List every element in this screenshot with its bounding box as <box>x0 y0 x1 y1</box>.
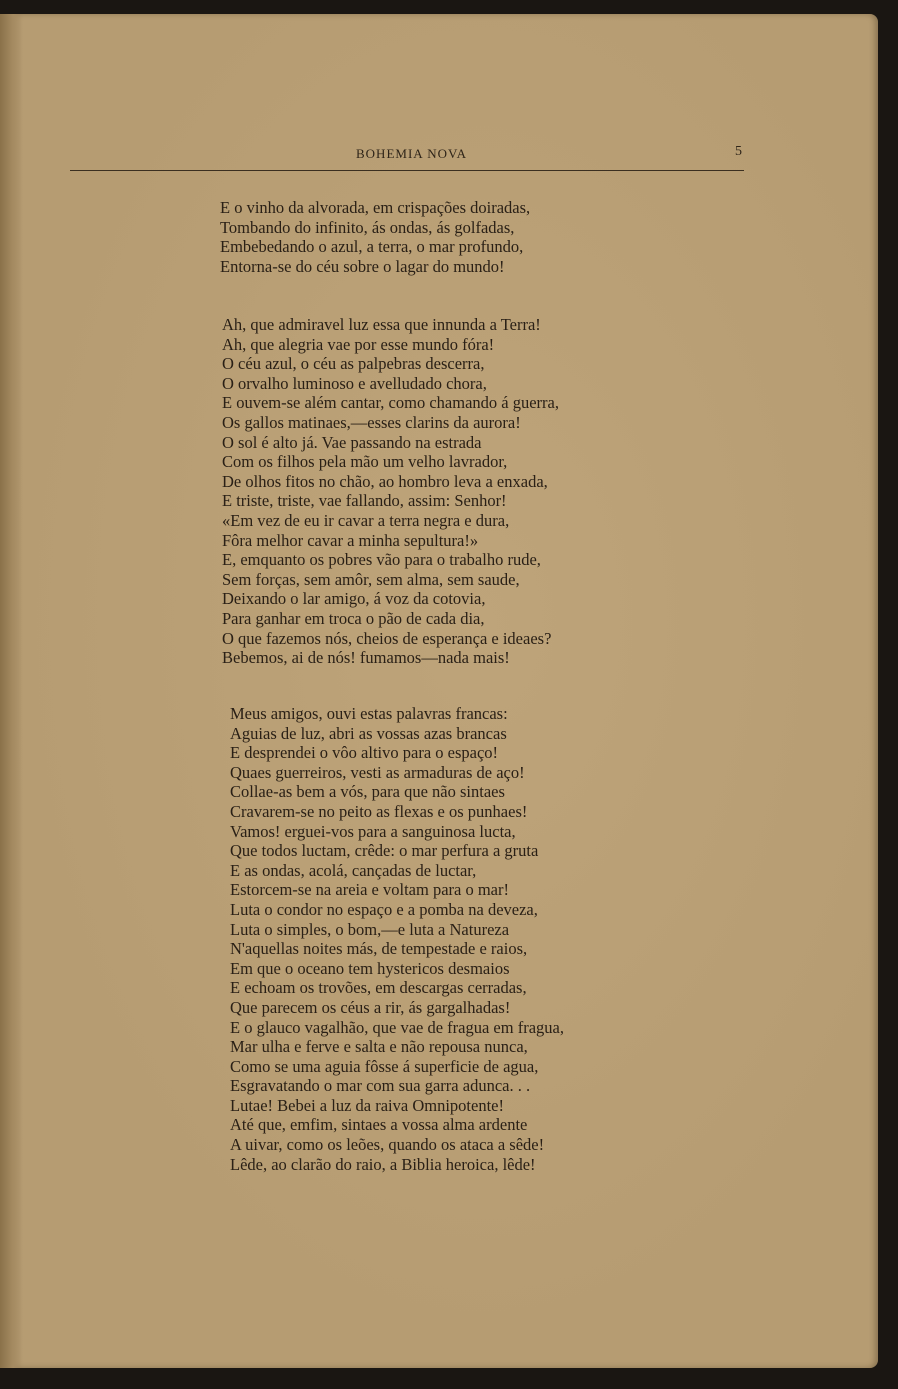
verse-line: Que todos luctam, crêde: o mar perfura a gruta <box>230 841 539 861</box>
verse-line: Aguias de luz, abri as vossas azas brancas <box>230 723 507 743</box>
verse-line: O sol é alto já. Vae passando na estrada <box>222 432 482 452</box>
verse-line: Estorcem-se na areia e voltam para o mar! <box>230 880 509 900</box>
verse-line: E o glauco vagalhão, que vae de fragua em fragua, <box>230 1017 564 1037</box>
verse-line: O céu azul, o céu as palpebras descerra, <box>222 354 485 374</box>
verse-line: Tombando do infinito, ás ondas, ás golfadas, <box>220 217 515 237</box>
verse-line: Ah, que admiravel luz essa que innunda a Terra! <box>222 315 541 334</box>
verse-line: Lêde, ao clarão do raio, a Biblia heroica, lêde! <box>230 1154 536 1174</box>
verse-line: E o vinho da alvorada, em crispações doiradas, <box>220 198 531 217</box>
verse-line: Até que, emfim, sintaes a vossa alma ardente <box>230 1115 528 1135</box>
stanza-3 <box>230 704 564 1174</box>
verse-line: E desprendei o vôo altivo para o espaço! <box>230 743 499 763</box>
verse-line: Luta o condor no espaço e a pomba na deveza, <box>230 899 538 919</box>
verse-line: Embebedando o azul, a terra, o mar profundo, <box>220 237 524 257</box>
verse-line: E triste, triste, vae fallando, assim: Senhor! <box>222 491 507 511</box>
running-head <box>70 130 744 170</box>
verse-line: Entorna-se do céu sobre o lagar do mundo! <box>220 256 505 276</box>
verse-line: E echoam os trovões, em descargas cerradas, <box>230 978 527 998</box>
verse-line: Como se uma aguia fôsse á superficie de agua, <box>230 1056 539 1076</box>
verse-line: Cravarem-se no peito as flexas e os punhaes! <box>230 801 528 821</box>
verse-line: Mar ulha e ferve e salta e não repousa nunca, <box>230 1037 528 1057</box>
verse-line: Collae-as bem a vós, para que não sintaes <box>230 782 505 802</box>
verse-line: Bebemos, ai de nós! fumamos—nada mais! <box>222 648 510 668</box>
verse-line: Meus amigos, ouvi estas palavras francas: <box>230 704 508 723</box>
page-number: 5 <box>735 144 742 159</box>
verse-line: Que parecem os céus a rir, ás gargalhadas! <box>230 997 511 1017</box>
page-gutter <box>0 14 22 1368</box>
verse-line: O que fazemos nós, cheios de esperança e ideaes? <box>222 628 552 648</box>
verse-line: Lutae! Bebei a luz da raiva Omnipotente! <box>230 1095 504 1115</box>
verse-line: A uivar, como os leões, quando os ataca a sêde! <box>230 1135 545 1155</box>
verse-line: Esgravatando o mar com sua garra adunca. . . <box>230 1076 531 1096</box>
verse-line: «Em vez de eu ir cavar a terra negra e dura, <box>222 510 510 530</box>
verse-line: Deixando o lar amigo, á voz da cotovia, <box>222 589 486 609</box>
verse-line: Fôra melhor cavar a minha sepultura!» <box>222 530 479 550</box>
verse-line: E, emquanto os pobres vão para o trabalho rude, <box>222 550 541 570</box>
verse-line: Luta o simples, o bom,—e luta a Natureza <box>230 919 510 939</box>
verse-line: Sem forças, sem amôr, sem alma, sem saude, <box>222 569 520 589</box>
verse-line: De olhos fitos no chão, ao hombro leva a enxada, <box>222 471 548 491</box>
stanza-2 <box>222 315 559 668</box>
verse-line: Vamos! erguei-vos para a sanguinosa lucta, <box>230 821 516 841</box>
verse-line: Os gallos matinaes,—esses clarins da aurora! <box>222 412 521 432</box>
verse-line: Ah, que alegria vae por esse mundo fóra! <box>222 334 495 354</box>
verse-line: Para ganhar em troca o pão de cada dia, <box>222 608 485 628</box>
verse-line: Em que o oceano tem hystericos desmaios <box>230 958 510 978</box>
verse-line: Com os filhos pela mão um velho lavrador, <box>222 452 508 472</box>
verse-line: N'aquellas noites más, de tempestade e raios, <box>230 939 528 959</box>
verse-line: E as ondas, acolá, cançadas de luctar, <box>230 860 477 880</box>
header-rule <box>70 170 744 171</box>
verse-line: E ouvem-se além cantar, como chamando á guerra, <box>222 393 559 413</box>
running-title: BOHEMIA NOVA <box>356 146 468 161</box>
verse-line: Quaes guerreiros, vesti as armaduras de aço! <box>230 762 525 782</box>
stanza-1 <box>220 198 530 276</box>
verse-line: O orvalho luminoso e avelludado chora, <box>222 373 487 393</box>
